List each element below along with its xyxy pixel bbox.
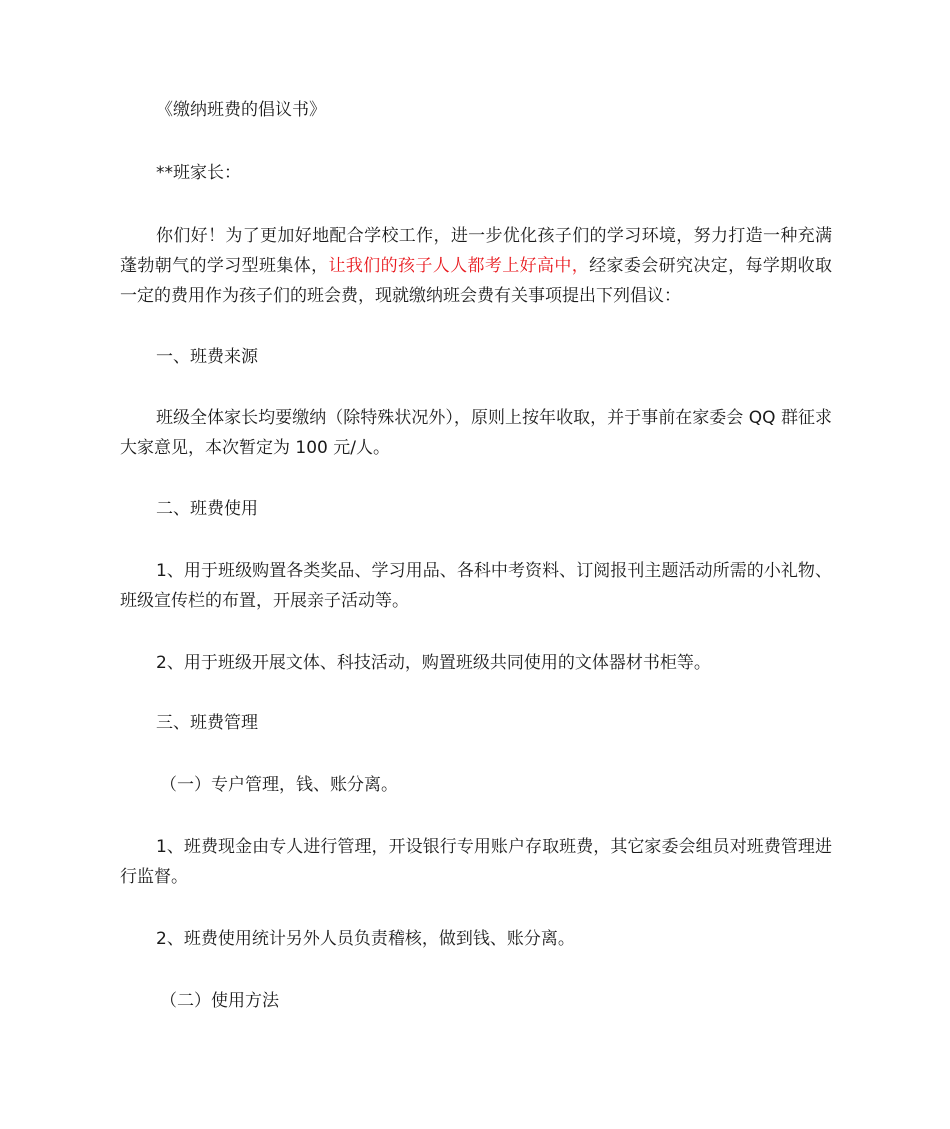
section2-heading: 二、班费使用 <box>156 499 258 519</box>
section3-sub2: （二）使用方法 <box>160 991 279 1011</box>
section1-heading: 一、班费来源 <box>156 347 258 367</box>
intro-paragraph <box>120 221 832 311</box>
section2-item1: 1、用于班级购置各类奖品、学习用品、各科中考资料、订阅报刊主题活动所需的小礼物、班级宣传栏的布置，开展亲子活动等。 <box>120 561 832 611</box>
intro-highlight: 让我们的孩子人人都考上好高中， <box>328 256 590 276</box>
section2-item2: 2、用于班级开展文体、科技活动，购置班级共同使用的文体器材书柜等。 <box>156 653 711 673</box>
section1-text: 班级全体家长均要缴纳（除特殊状况外），原则上按年收取，并于事前在家委会 QQ 群征求大家意见，本次暂定为 100 元/人。 <box>120 408 832 458</box>
document-title: 《缴纳班费的倡议书》 <box>156 100 326 120</box>
intro-text-part1: 你们好！为了更加好地配合学校工作，进一步优化孩子们的学习环境，努力打造一种充满蓬勃朝气的学习型班集体， <box>120 226 832 276</box>
section3-item2: 2、班费使用统计另外人员负责稽核，做到钱、账分离。 <box>156 929 575 949</box>
section3-heading: 三、班费管理 <box>156 713 258 733</box>
salutation: **班家长： <box>156 163 241 183</box>
section3-sub1: （一）专户管理，钱、账分离。 <box>160 775 398 795</box>
section3-item1: 1、班费现金由专人进行管理，开设银行专用账户存取班费，其它家委会组员对班费管理进行监督。 <box>120 837 832 887</box>
intro-text-part2: 经家委会研究决定，每学期收取一定的费用作为孩子们的班会费，现就缴纳班会费有关事项提出下列倡议： <box>120 256 832 306</box>
